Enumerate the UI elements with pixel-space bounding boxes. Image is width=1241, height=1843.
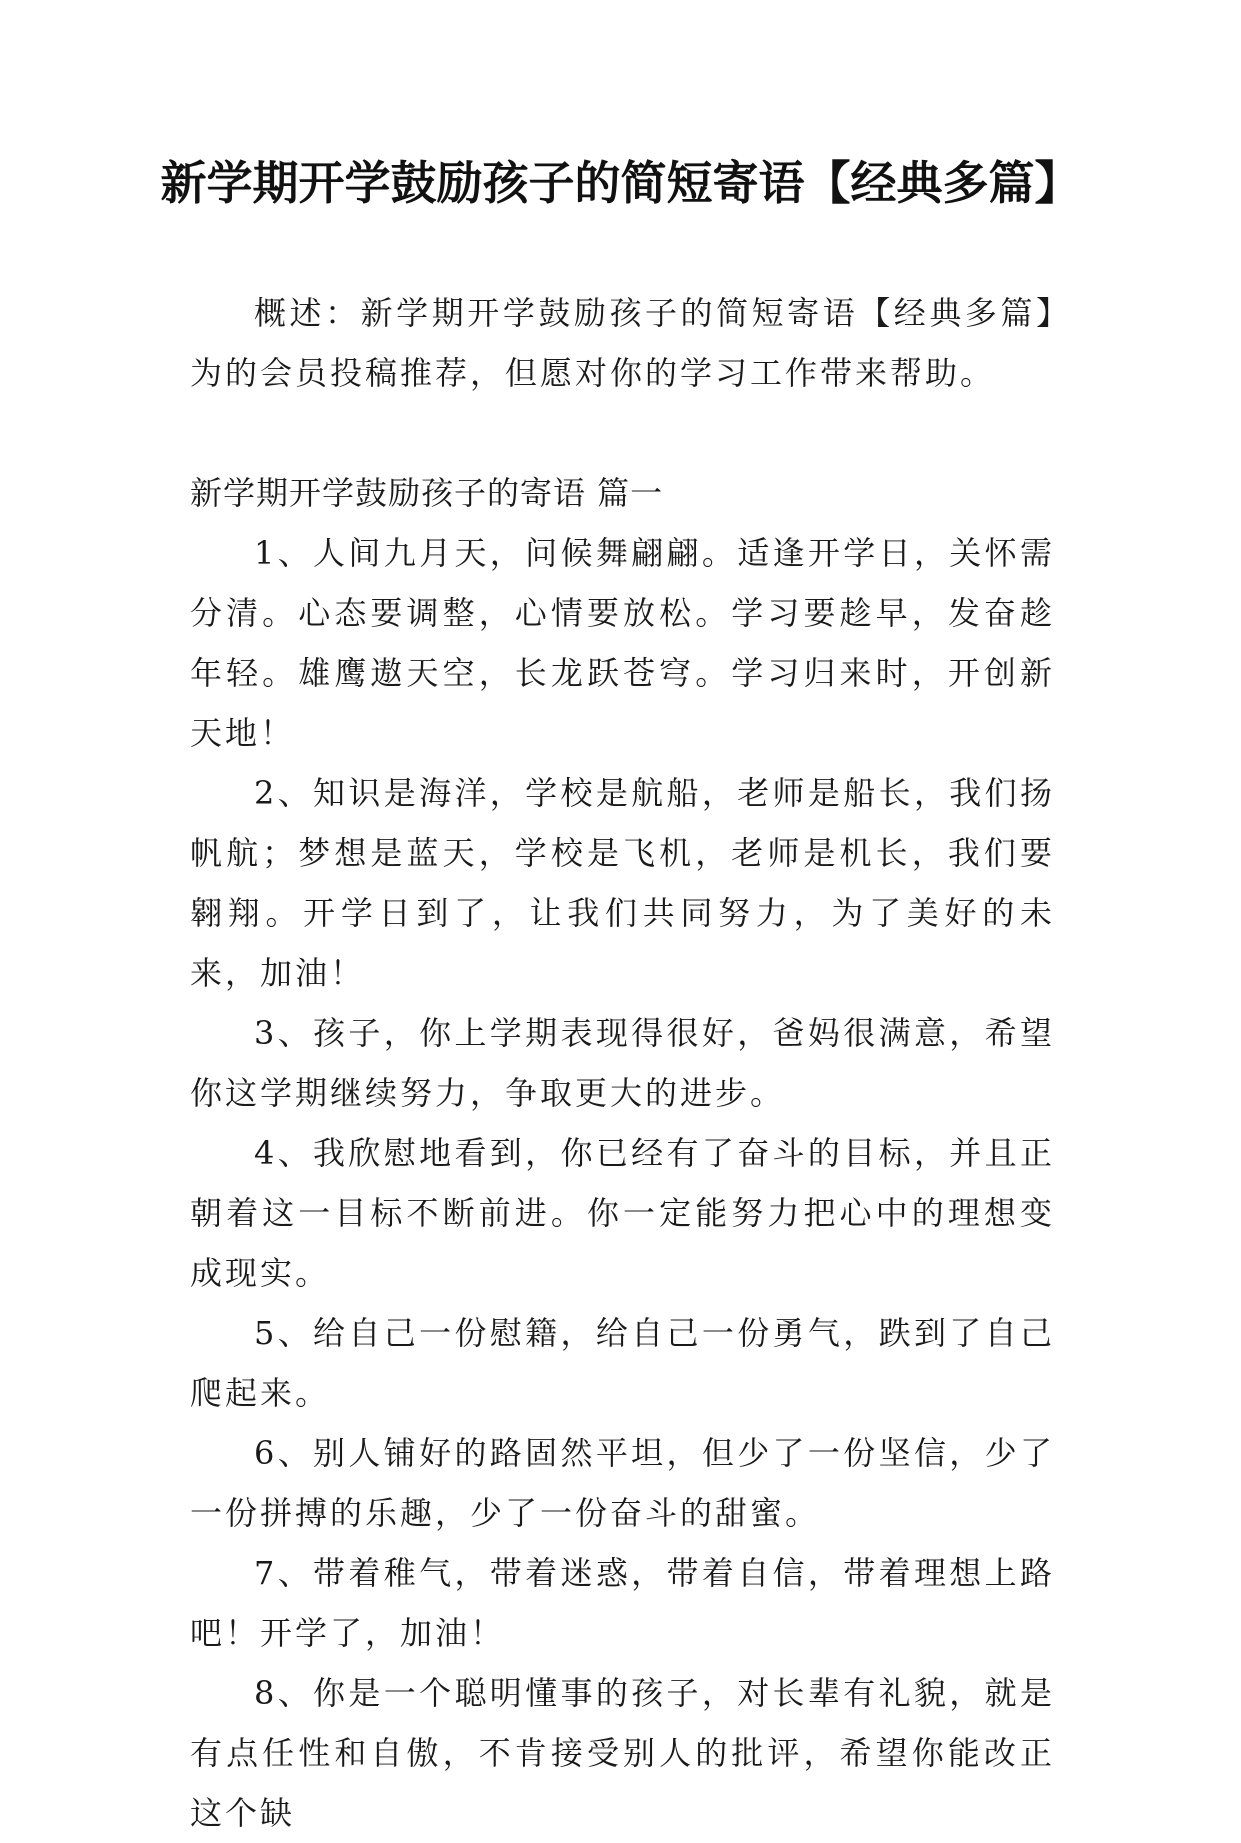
list-item: 6、别人铺好的路固然平坦，但少了一份坚信，少了一份拼搏的乐趣，少了一份奋斗的甜蜜。 [190, 1434, 1055, 1532]
list-item: 3、孩子，你上学期表现得很好，爸妈很满意，希望你这学期继续努力，争取更大的进步。 [190, 1014, 1055, 1112]
summary-paragraph: 概述：新学期开学鼓励孩子的简短寄语【经典多篇】为的会员投稿推荐，但愿对你的学习工作带来帮助。 [190, 294, 1055, 392]
list-item: 4、我欣慰地看到，你已经有了奋斗的目标，并且正朝着这一目标不断前进。你一定能努力把心中的理想变成现实。 [190, 1134, 1055, 1292]
list-item: 7、带着稚气，带着迷惑，带着自信，带着理想上路吧！开学了，加油！ [190, 1554, 1055, 1652]
list-item: 5、给自己一份慰籍，给自己一份勇气，跌到了自己爬起来。 [190, 1314, 1055, 1412]
list-item: 8、你是一个聪明懂事的孩子，对长辈有礼貌，就是有点任性和自傲，不肯接受别人的批评，希望你能改正这个缺 [190, 1674, 1055, 1832]
list-item: 2、知识是海洋，学校是航船，老师是船长，我们扬帆航；梦想是蓝天，学校是飞机，老师是机长，我们要翱翔。开学日到了，让我们共同努力，为了美好的未来，加油！ [190, 774, 1055, 992]
document-title: 新学期开学鼓励孩子的简短寄语【经典多篇】 [160, 156, 1081, 210]
section-heading: 新学期开学鼓励孩子的寄语 篇一 [190, 474, 664, 512]
document-body [190, 283, 1055, 1843]
list-item: 1、人间九月天，问候舞翩翩。适逢开学日，关怀需分清。心态要调整，心情要放松。学习要趁早，发奋趁年轻。雄鹰遨天空，长龙跃苍穹。学习归来时，开创新天地！ [190, 534, 1055, 752]
